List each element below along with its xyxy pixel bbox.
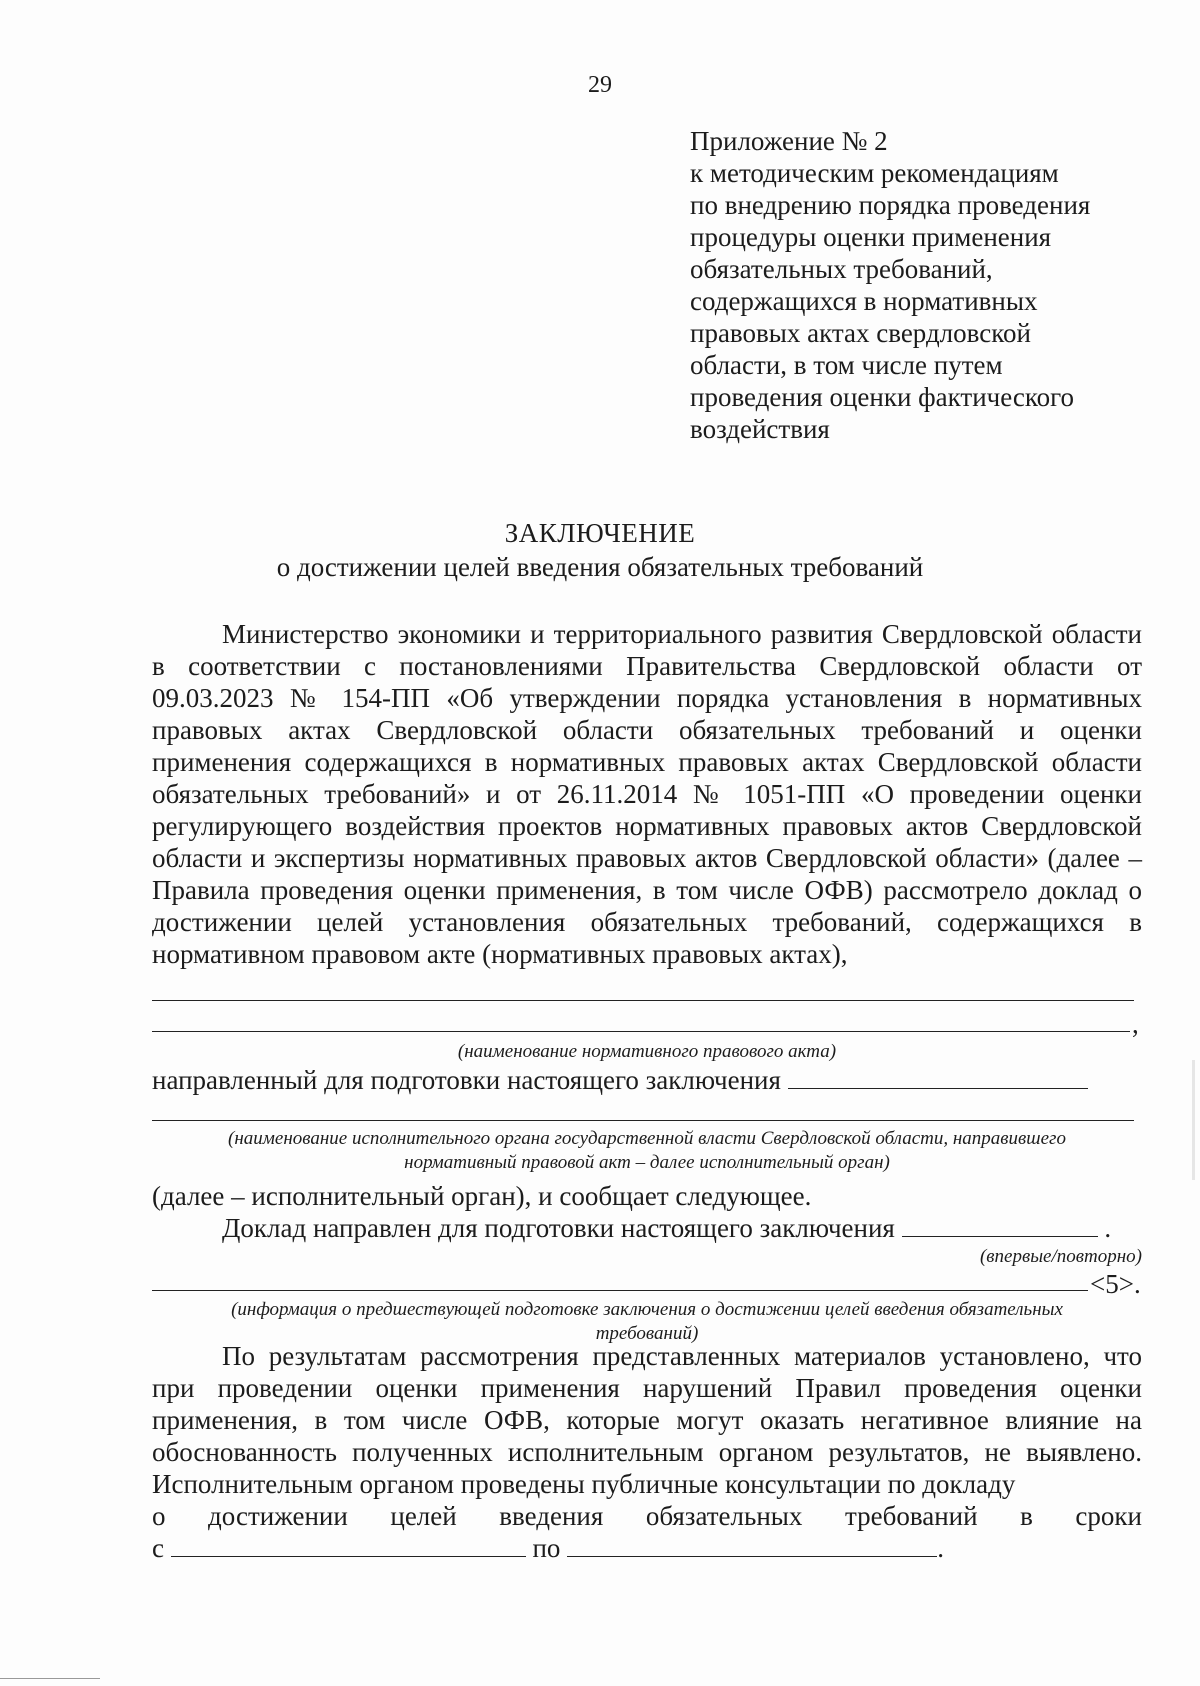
date-range-line [152, 1532, 944, 1564]
last-line-word: в [1020, 1501, 1033, 1531]
report-sent-line [222, 1212, 1111, 1244]
appendix-line: Приложение № 2 [690, 126, 888, 156]
report-sent-blank [902, 1212, 1098, 1237]
date-range-period: . [937, 1533, 944, 1563]
consultation-dates-line [152, 1500, 1142, 1532]
appendix-line: воздействия [690, 414, 830, 444]
sent-for-blank [788, 1064, 1088, 1089]
caption-act-name: (наименование нормативного правового акта) [457, 1041, 837, 1062]
appendix-line: проведения оценки фактического [690, 382, 1075, 412]
date-from-blank [171, 1532, 526, 1557]
act-name-blank-1 [152, 1000, 1134, 1001]
caption-info-line-2: требований) [595, 1323, 699, 1344]
report-sent-text: Доклад направлен для подготовки настоящего заключения [222, 1213, 895, 1243]
from-label: с [152, 1533, 164, 1563]
caption-info-line-1: (информация о предшествующей подготовке заключения о достижении целей введения обязательных [231, 1299, 1063, 1320]
last-line-word: сроки [1075, 1501, 1142, 1531]
date-to-blank [567, 1532, 937, 1557]
to-label: по [532, 1533, 561, 1563]
appendix-line: процедуры оценки применения [690, 222, 1052, 252]
sent-for-line [152, 1064, 1088, 1096]
page-number: 29 [588, 72, 612, 98]
scan-edge-mark [1192, 1060, 1195, 1180]
prior-info-blank [152, 1290, 1088, 1291]
last-line-word: достижении [208, 1501, 348, 1531]
last-line-word: требований [844, 1501, 978, 1531]
appendix-line: по внедрению порядка проведения [690, 190, 1091, 220]
appendix-line: обязательных требований, [690, 254, 993, 284]
appendix-line: к методическим рекомендациям [690, 158, 1059, 188]
results-paragraph: По результатам рассмотрения представленных материалов установлено, что при проведении оценки применения нарушений Правил проведения оценки применения, в том числе ОФВ, которые могут оказать негативное влияние на обоснованность полученных исполнительным органом результатов, не выявлено. Исполнительным органом проведены публичные консультации по докладу [152, 1341, 1142, 1499]
document-subtitle: о достижении целей введения обязательных требований [276, 552, 924, 582]
organ-sentence: (далее – исполнительный орган), и сообщает следующее. [152, 1181, 812, 1211]
document-title: ЗАКЛЮЧЕНИЕ [504, 518, 696, 548]
appendix-line: области, в том числе путем [690, 350, 1003, 380]
caption-organ-line-1: (наименование исполнительного органа государственной власти Свердловской области, направившего [228, 1128, 1066, 1149]
last-line-word: о [152, 1501, 166, 1531]
report-sent-period: . [1104, 1213, 1112, 1243]
main-paragraph: Министерство экономики и территориального развития Свердловской области в соответствии с постановлениями Правительства Свердловской области от 09.03.2023 № 154-ПП «Об утверждении порядка установления в нормативных правовых актах Свердловской области обязательных требований и оценки применения содержащихся в нормативных правовых актах Свердловской области обязательных требований» и от 26.11.2014 № 1051-ПП «О проведении оценки регулирующего воздействия проектов нормативных правовых актов Свердловской области и экспертизы нормативных правовых актов Свердловской области» (далее – Правила проведения оценки применения, в том числе ОФВ) рассмотрело доклад о достижении целей установления обязательных требований, содержащихся в нормативном правовом акте (нормативных правовых актах), [152, 619, 1142, 969]
sent-for-text: направленный для подготовки настоящего заключения [152, 1065, 781, 1095]
organ-name-blank [152, 1120, 1134, 1121]
act-name-blank-2 [152, 1031, 1130, 1032]
last-line-word: обязательных [645, 1501, 803, 1531]
footnote-marker: <5>. [1090, 1269, 1141, 1299]
last-line-word: введения [499, 1501, 604, 1531]
appendix-line: содержащихся в нормативных [690, 286, 1038, 316]
appendix-line: правовых актах свердловской [690, 318, 1031, 348]
act-name-comma: , [1132, 1009, 1139, 1039]
caption-organ-line-2: нормативный правовой акт – далее исполнительный орган) [404, 1152, 890, 1173]
caption-first-repeat: (впервые/повторно) [979, 1246, 1142, 1267]
last-line-word: целей [390, 1501, 457, 1531]
appendix-header [690, 125, 1160, 445]
scan-bottom-mark [0, 1678, 100, 1679]
